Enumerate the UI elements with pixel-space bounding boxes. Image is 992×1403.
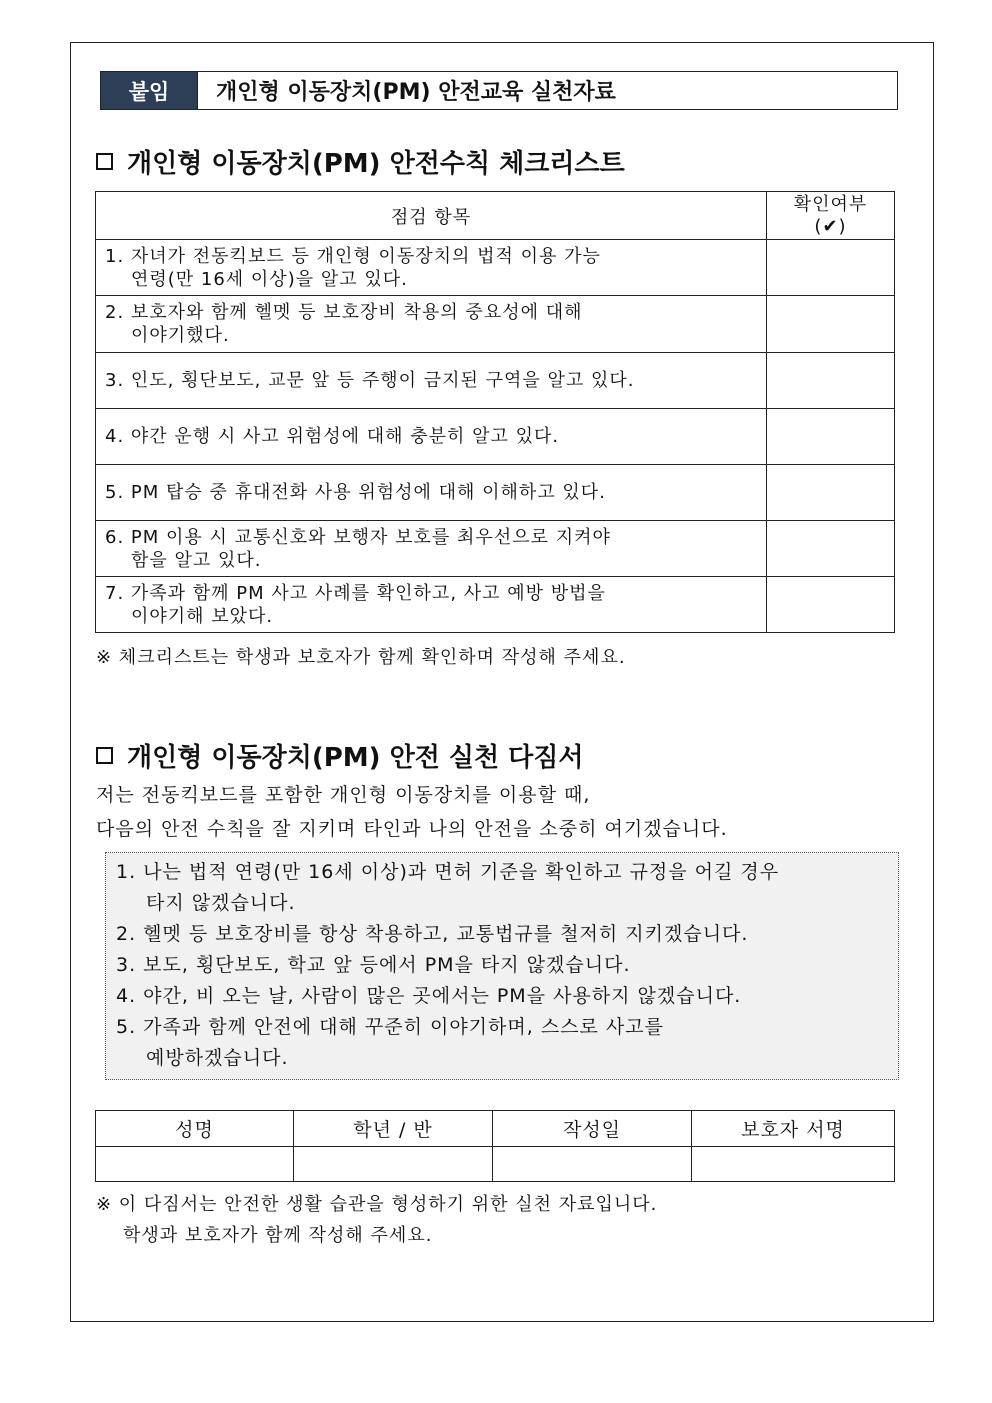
checklist-header-check-mark: (✔) bbox=[814, 215, 847, 237]
pledge-intro bbox=[96, 778, 728, 846]
pledge-title-text: 개인형 이동장치(PM) 안전 실천 다짐서 bbox=[127, 743, 584, 773]
checklist-check-cell[interactable] bbox=[767, 353, 895, 409]
checklist-row bbox=[96, 577, 895, 633]
footer-note-line: ※ 이 다짐서는 안전한 생활 습관을 형성하기 위한 실천 자료입니다. bbox=[96, 1194, 658, 1215]
pledge-item-line: 5. 가족과 함께 안전에 대해 꾸준히 이야기하며, 스스로 사고를 bbox=[116, 1016, 664, 1038]
checklist-item-text: 3. 인도, 횡단보도, 교문 앞 등 주행이 금지된 구역을 알고 있다. bbox=[96, 353, 767, 409]
signature-guardian-field[interactable] bbox=[692, 1147, 895, 1182]
checklist-item-text bbox=[96, 240, 767, 296]
signature-header-name: 성명 bbox=[96, 1111, 294, 1147]
checklist-item-line: 2. 보호자와 함께 헬멧 등 보호장비 착용의 중요성에 대해 bbox=[105, 302, 583, 323]
checklist-note: ※ 체크리스트는 학생과 보호자가 함께 확인하며 작성해 주세요. bbox=[96, 647, 626, 668]
pledge-item-line: 4. 야간, 비 오는 날, 사람이 많은 곳에서는 PM을 사용하지 않겠습니다. bbox=[116, 985, 742, 1007]
checklist-row bbox=[96, 296, 895, 353]
checklist-item-line: 이야기했다. bbox=[131, 325, 230, 346]
checklist-item-line: 1. 자녀가 전동킥보드 등 개인형 이동장치의 법적 이용 가능 bbox=[105, 245, 601, 267]
checklist-check-cell[interactable] bbox=[767, 409, 895, 465]
footer-note bbox=[96, 1189, 657, 1251]
pledge-box bbox=[105, 852, 899, 1080]
checklist-item-line: 6. PM 이용 시 교통신호와 보행자 보호를 최우선으로 지켜야 bbox=[105, 526, 611, 548]
checklist-item-text: 4. 야간 운행 시 사고 위험성에 대해 충분히 알고 있다. bbox=[96, 409, 767, 465]
checklist-section-title bbox=[96, 143, 625, 180]
checklist-check-cell[interactable] bbox=[767, 465, 895, 521]
pledge-intro-line: 저는 전동킥보드를 포함한 개인형 이동장치를 이용할 때, bbox=[96, 784, 591, 806]
signature-header-date: 작성일 bbox=[493, 1111, 692, 1147]
square-bullet-icon bbox=[96, 153, 113, 170]
footer-note-line: 학생과 보호자가 함께 작성해 주세요. bbox=[123, 1225, 433, 1246]
checklist-header-item: 점검 항목 bbox=[96, 192, 767, 240]
checklist-item-line: 함을 알고 있다. bbox=[131, 549, 262, 571]
checklist-item-text bbox=[96, 521, 767, 577]
pledge-item-line: 예방하겠습니다. bbox=[146, 1047, 289, 1069]
checklist-row bbox=[96, 240, 895, 296]
checklist-check-cell[interactable] bbox=[767, 577, 895, 633]
signature-grade-field[interactable] bbox=[294, 1147, 493, 1182]
checklist-row bbox=[96, 409, 895, 465]
checklist-table bbox=[95, 191, 895, 633]
signature-header-grade: 학년 / 반 bbox=[294, 1111, 493, 1147]
signature-date-field[interactable] bbox=[493, 1147, 692, 1182]
checklist-row bbox=[96, 521, 895, 577]
pledge-item-line: 1. 나는 법적 연령(만 16세 이상)과 면허 기준을 확인하고 규정을 어길 경우 bbox=[116, 861, 780, 883]
pledge-intro-line: 다음의 안전 수칙을 잘 지키며 타인과 나의 안전을 소중히 여기겠습니다. bbox=[96, 818, 728, 840]
checklist-row bbox=[96, 465, 895, 521]
checklist-row bbox=[96, 353, 895, 409]
checklist-header-check bbox=[767, 192, 895, 240]
pledge-item-line: 3. 보도, 횡단보도, 학교 앞 등에서 PM을 타지 않겠습니다. bbox=[116, 954, 631, 976]
checklist-item-line: 이야기해 보았다. bbox=[131, 605, 274, 627]
pledge-section-title bbox=[96, 737, 584, 774]
checklist-item-text bbox=[96, 296, 767, 353]
checklist-check-cell[interactable] bbox=[767, 240, 895, 296]
attachment-badge: 붙임 bbox=[101, 72, 198, 109]
checklist-item-line: 연령(만 16세 이상)을 알고 있다. bbox=[131, 268, 408, 290]
checklist-header-check-label: 확인여부 bbox=[793, 193, 868, 215]
document-title: 개인형 이동장치(PM) 안전교육 실천자료 bbox=[216, 80, 616, 105]
checklist-check-cell[interactable] bbox=[767, 521, 895, 577]
checklist-title-text: 개인형 이동장치(PM) 안전수칙 체크리스트 bbox=[127, 149, 625, 179]
checklist-item-text bbox=[96, 577, 767, 633]
pledge-item-line: 2. 헬멧 등 보호장비를 항상 착용하고, 교통법규를 철저히 지키겠습니다. bbox=[116, 923, 749, 945]
signature-header-guardian: 보호자 서명 bbox=[692, 1111, 895, 1147]
checklist-item-line: 7. 가족과 함께 PM 사고 사례를 확인하고, 사고 예방 방법을 bbox=[105, 582, 606, 604]
pledge-item-line: 타지 않겠습니다. bbox=[146, 892, 296, 914]
signature-table bbox=[95, 1110, 895, 1182]
checklist-item-text: 5. PM 탑승 중 휴대전화 사용 위험성에 대해 이해하고 있다. bbox=[96, 465, 767, 521]
signature-name-field[interactable] bbox=[96, 1147, 294, 1182]
square-bullet-icon bbox=[96, 747, 113, 764]
document-header bbox=[100, 71, 898, 110]
checklist-check-cell[interactable] bbox=[767, 296, 895, 353]
